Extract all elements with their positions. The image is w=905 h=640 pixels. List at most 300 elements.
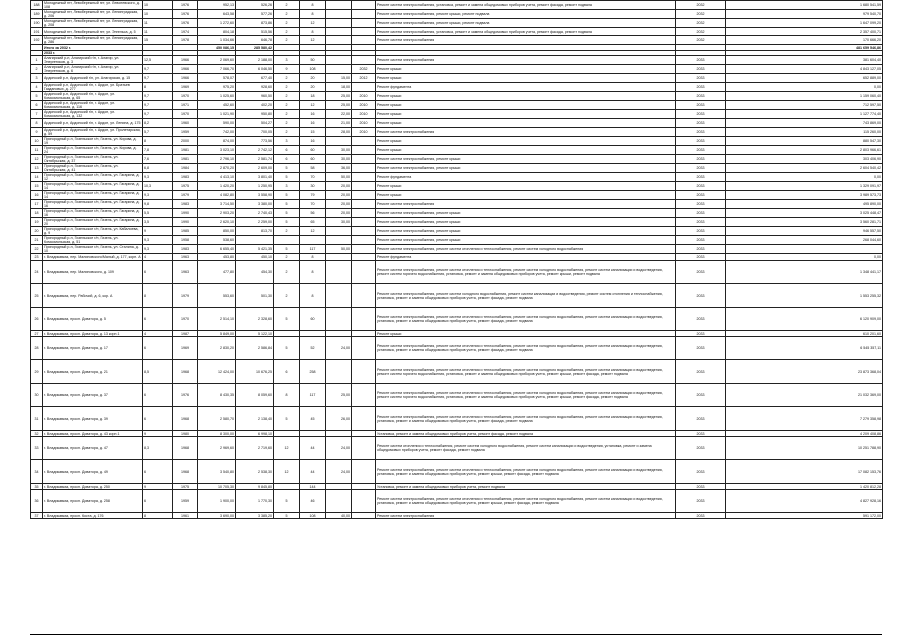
plan-year-cell: 2033 [676,460,726,484]
build-year-cell: 1963 [173,261,198,284]
repair-cost-cell: 10 251 788,90 [726,437,883,460]
apartments-cell: 8 [300,28,326,36]
living-area-cell: 928,60 [236,83,274,92]
apartments-cell: 16 [300,110,326,119]
repair-cost-cell: 743 869,00 [726,119,883,128]
table-row [31,308,883,331]
plan-year-cell: 2033 [676,513,726,519]
wear-percent-cell: 50,00 [326,173,352,182]
work-types-cell: Ремонт систем электроснабжения [376,128,676,137]
build-year-cell: 1966 [173,65,198,74]
repair-cost-cell: 1 159 060,40 [726,92,883,101]
wear-percent-cell [326,1,352,10]
work-types-cell: Ремонт систем электроснабжения, ремонт крыши [376,227,676,236]
total-area-cell: 450 086,15 [198,45,236,51]
last-repair-year-cell [352,146,376,155]
repair-cost-cell: 6 545 357,11 [726,337,883,360]
row-number-cell: 31 [31,407,43,431]
wear-percent-cell [326,308,352,331]
build-year-cell: 1970 [173,110,198,119]
plan-year-cell: 2033 [676,200,726,209]
wear-percent-cell: 25,00 [326,384,352,407]
wear-percent-cell [326,10,352,19]
row-number-cell: 13 [31,164,43,173]
table-row [31,28,883,36]
wear-percent-cell: 20,00 [326,200,352,209]
table-row [31,437,883,460]
entrances-cell: 2 [274,10,300,19]
last-repair-year-cell: 2010 [352,110,376,119]
living-area-cell: 960,50 [236,92,274,101]
apartments-cell: 15 [300,128,326,137]
entrances-cell: 5 [274,191,300,200]
table-row [31,261,883,284]
entrances-cell: 3 [274,137,300,146]
row-number-cell: 37 [31,513,43,519]
table-row [31,227,883,236]
total-area-cell: 2 796,10 [198,155,236,164]
apartments-cell: 20 [300,83,326,92]
entrances-cell: 5 [274,407,300,431]
plan-year-cell: 2032 [676,10,726,19]
apartments-cell: 60 [300,146,326,155]
wall-material-cell: 5,5 [143,209,173,218]
wall-material-cell: 9,3 [143,191,173,200]
address-cell: г. Владикавказ, пер. Малиновского, д. 109 [43,261,143,284]
last-repair-year-cell [352,36,376,45]
total-area-cell: 3 540,80 [198,460,236,484]
table-row [31,119,883,128]
entrances-cell: 6 [274,360,300,384]
build-year-cell: 1981 [173,155,198,164]
repair-cost-cell: 1 553 255,32 [726,284,883,308]
wear-percent-cell: 22,00 [326,110,352,119]
living-area-cell: 5 421,35 [236,245,274,254]
living-area-cell: 504,27 [236,119,274,128]
build-year-cell: 2000 [173,137,198,146]
total-area-cell: 1 021,90 [198,110,236,119]
build-year-cell: 1960 [173,119,198,128]
repair-cost-cell: 3 025 448,47 [726,209,883,218]
total-area-cell: 538,60 [198,236,236,245]
row-number-cell: 9 [31,128,43,137]
row-number-cell: 188 [31,1,43,10]
entrances-cell: 2 [274,254,300,261]
work-types-cell: Ремонт крыши [376,74,676,83]
wall-material-cell: 8,3 [143,437,173,460]
work-types-cell: Ремонт систем электроснабжения, ремонт крыши [376,236,676,245]
total-area-cell: 4 082,80 [198,191,236,200]
last-repair-year-cell [352,155,376,164]
apartments-cell: 108 [300,65,326,74]
total-area-cell: 3 023,10 [198,146,236,155]
entrances-cell: 2 [274,128,300,137]
row-number-cell: 11 [31,146,43,155]
wear-percent-cell: 24,00 [326,437,352,460]
total-area-cell: 2 969,60 [198,437,236,460]
total-area-cell: 952,13 [198,1,236,10]
row-number-cell: 191 [31,28,43,36]
row-number-cell: 35 [31,484,43,490]
wall-material-cell: 6 [143,460,173,484]
repair-cost-cell: 4 827 928,16 [726,490,883,513]
living-area-cell: 1 250,95 [236,182,274,191]
living-area-cell: 454,30 [236,261,274,284]
last-repair-year-cell [352,218,376,227]
table-row [31,284,883,308]
work-types-cell: Ремонт крыши [376,101,676,110]
address-cell: г. Владикавказ, просп. Доватора, д. 39 [43,407,143,431]
total-area-cell: 2 903,20 [198,209,236,218]
last-repair-year-cell [352,407,376,431]
apartments-cell: 30 [300,182,326,191]
last-repair-year-cell [352,209,376,218]
address-cell: Пригородный р-н, Гизельское г/п, Гизель, ул. Комсомольская, д. 51 [43,236,143,245]
address-cell: Пригородный р-н, Гизельское г/п, Гизель, ул. Кирова, д. 19 [43,137,143,146]
wall-material-cell: 8 [143,284,173,308]
build-year-cell: 1983 [173,173,198,182]
table-row [31,245,883,254]
wall-material-cell: 6 [143,337,173,360]
total-area-cell: 578,07 [198,74,236,83]
total-area-cell: 1 900,00 [198,490,236,513]
repair-cost-cell: 712 597,50 [726,101,883,110]
entrances-cell: 6 [274,155,300,164]
wear-percent-cell [326,65,352,74]
last-repair-year-cell [352,56,376,65]
plan-year-cell: 2033 [676,173,726,182]
address-cell: г. Владикавказ, просп. Доватора, д. 43 корп.1 [43,431,143,437]
apartments-cell: 58 [300,164,326,173]
apartments-cell: 18 [300,92,326,101]
plan-year-cell: 2033 [676,437,726,460]
plan-year-cell: 2033 [676,128,726,137]
wall-material-cell: 6 [143,407,173,431]
wall-material-cell: 10,3 [143,182,173,191]
table-row [31,490,883,513]
wear-percent-cell: 20,00 [326,209,352,218]
apartments-cell: 117 [300,245,326,254]
work-types-cell: Ремонт систем электроснабжения [376,513,676,519]
wear-percent-cell [326,36,352,45]
wear-percent-cell: 18,00 [326,83,352,92]
apartments-cell: 12 [300,19,326,28]
work-types-cell: Ремонт крыши [376,65,676,74]
table-row [31,65,883,74]
apartments-cell: 258 [300,360,326,384]
living-area-cell: 6 998,10 [236,431,274,437]
table-row [31,337,883,360]
entrances-cell: 3 [274,56,300,65]
row-number-cell: 24 [31,261,43,284]
row-number-cell: 2 [31,65,43,74]
work-types-cell: Ремонт фундамента [376,254,676,261]
plan-year-cell: 2032 [676,19,726,28]
living-area-cell: 2 740,43 [236,209,274,218]
wall-material-cell: 9,3 [143,236,173,245]
wall-material-cell: 8 [143,137,173,146]
entrances-cell: 5 [274,164,300,173]
address-cell: Молодежный пгт, Левобережный пгт, ул. Ленинградская, д. 206 [43,10,143,19]
apartments-cell: 8 [300,261,326,284]
entrances-cell: 12 [274,437,300,460]
repair-cost-cell: 495 890,00 [726,200,883,209]
table-row [31,218,883,227]
table-row [31,173,883,182]
build-year-cell: 1974 [173,28,198,36]
row-number-cell: 34 [31,460,43,484]
repair-cost-cell: 381 604,40 [726,56,883,65]
plan-year-cell: 2033 [676,164,726,173]
wall-material-cell: 11 [143,28,173,36]
total-area-cell: 5 849,00 [198,331,236,337]
work-types-cell: Ремонт систем электроснабжения [376,200,676,209]
row-number-cell: 1 [31,56,43,65]
work-types-cell: Ремонт систем электроснабжения, ремонт систем отопления и теплоснабжения, ремонт систем холодного водоснабжения [376,245,676,254]
work-types-cell: Ремонт систем электроснабжения, ремонт крыши [376,155,676,164]
wear-percent-cell [326,227,352,236]
apartments-cell: 8 [300,284,326,308]
table-row [31,254,883,261]
table-row [31,236,883,245]
row-number-cell: 18 [31,209,43,218]
plan-year-cell: 2033 [676,407,726,431]
address-cell: г. Владикавказ, пер. Рабочий, д. 6, кор. А [43,284,143,308]
total-area-cell: 553,60 [198,284,236,308]
total-area-cell: 2 514,10 [198,308,236,331]
wear-percent-cell: 40,00 [326,513,352,519]
plan-year-cell: 2033 [676,254,726,261]
table-row [31,128,883,137]
table-row [31,384,883,407]
living-area-cell: 950,80 [236,110,274,119]
repair-cost-cell: 1 680 541,59 [726,1,883,10]
total-area-cell: 2 580,70 [198,407,236,431]
living-area-cell: 2 538,30 [236,460,274,484]
build-year-cell: 1966 [173,74,198,83]
plan-year-cell: 2033 [676,65,726,74]
last-repair-year-cell [352,191,376,200]
work-types-cell: Ремонт систем электроснабжения [376,56,676,65]
plan-year-cell: 2033 [676,484,726,490]
plan-year-cell: 2033 [676,56,726,65]
build-year-cell: 1976 [173,1,198,10]
wall-material-cell: 8,2 [143,119,173,128]
living-area-cell: 9 845,80 [236,484,274,490]
last-repair-year-cell: 2010 [352,128,376,137]
address-cell: Пригородный р-н, Гизельское г/п, Гизель, ул. Октябрьская, д. 41 [43,164,143,173]
wear-percent-cell [326,236,352,245]
total-area-cell: 643,58 [198,10,236,19]
build-year-cell: 1969 [173,83,198,92]
wall-material-cell: 6 [143,308,173,331]
work-types-cell: Ремонт крыши [376,146,676,155]
build-year-cell: 1959 [173,128,198,137]
address-cell: Ардонский р-н, Ардонский г/п, г. Ардон, ул. Комсомольская, д. 116 [43,101,143,110]
build-year-cell: 1968 [173,360,198,384]
address-cell: г. Владикавказ, пер. Малиновского/Малый, д. 177, корп. А [44,255,141,259]
last-repair-year-cell: 2010 [352,119,376,128]
living-area-cell: 813,70 [236,227,274,236]
last-repair-year-cell [352,284,376,308]
table-row [31,360,883,384]
work-types-cell: Ремонт систем электроснабжения, ремонт крыши [376,164,676,173]
wear-percent-cell: 20,00 [326,191,352,200]
entrances-cell: 8 [274,384,300,407]
repair-cost-cell: 481 659 546,86 [726,45,883,51]
plan-year-cell: 2033 [676,101,726,110]
wall-material-cell: 9,3 [143,173,173,182]
apartments-cell: 20 [300,74,326,83]
wall-material-cell: 9 [143,431,173,437]
apartments-cell: 50 [300,56,326,65]
build-year-cell: 1975 [173,484,198,490]
last-repair-year-cell [352,28,376,36]
build-year-cell: 1968 [173,407,198,431]
row-number-cell: 22 [31,245,43,254]
total-area-cell: 4 413,10 [198,173,236,182]
last-repair-year-cell [352,1,376,10]
living-area-cell [236,236,274,245]
wear-percent-cell [326,137,352,146]
plan-year-cell: 2033 [676,227,726,236]
living-area-cell: 2 719,60 [236,437,274,460]
wear-percent-cell: 15,00 [326,74,352,83]
apartments-cell: 45 [300,407,326,431]
wear-percent-cell: 24,00 [326,337,352,360]
build-year-cell: 1968 [173,460,198,484]
work-types-cell: Ремонт систем электроснабжения, ремонт систем отопления и теплоснабжения, ремонт систем холодного водоснабжения, ремонт систем канализации и водоотведения, ремонт систем горячего водоснабжения, установка, ремонт и замена общедомовых приборов учета, ремонт крыши, ремонт подвала [376,261,676,284]
work-types-cell: Установка, ремонт и замена общедомовых приборов учета, ремонт фасада, ремонт подвала [376,431,676,437]
repair-cost-cell: 4 843 127,05 [726,65,883,74]
repair-cost-cell: 946 557,50 [726,227,883,236]
work-types-cell: Ремонт систем отопления и теплоснабжения, ремонт систем холодного водоснабжения, ремонт систем канализации и водоотведения, установка, ремонт и замена общедомовых приборов учета, ремонт фасада, ремонт подвала [376,437,676,460]
build-year-cell: 1978 [173,36,198,45]
living-area-cell: 402,20 [236,101,274,110]
build-year-cell: 1980 [173,431,198,437]
last-repair-year-cell [352,173,376,182]
last-repair-year-cell [352,19,376,28]
entrances-cell: 12 [274,460,300,484]
wear-percent-cell: 28,00 [326,128,352,137]
work-types-cell: Ремонт систем электроснабжения, ремонт систем отопления и теплоснабжения, ремонт систем холодного водоснабжения, ремонт систем канализации и водоотведения, установка, ремонт и замена общедомовых приборов учета, ремонт фасада, ремонт подвала [376,407,676,431]
wear-percent-cell [326,56,352,65]
living-area-cell: 285 580,42 [236,45,274,51]
work-types-cell: Ремонт систем электроснабжения, установка, ремонт и замена общедомовых приборов учета, ремонт фасада, ремонт подвала [376,1,676,10]
table-row [31,146,883,155]
wear-percent-cell [326,360,352,384]
total-area-cell: 1 025,60 [198,92,236,101]
wall-material-cell: 7,8 [143,146,173,155]
entrances-cell: 6 [274,146,300,155]
total-area-cell: 8 300,00 [198,431,236,437]
repair-cost-cell: 268 044,60 [726,236,883,245]
table-row [31,513,883,519]
entrances-cell: 2 [274,19,300,28]
entrances-cell: 2 [274,83,300,92]
work-types-cell: Ремонт крыши [376,92,676,101]
wall-material-cell: 3,5 [143,218,173,227]
wear-percent-cell: 24,00 [326,460,352,484]
living-area-cell: 2 586,84 [236,337,274,360]
address-cell: г. Владикавказ, просп. Доватора, д. 13 корп.1 [43,331,143,337]
apartments-cell: 16 [300,119,326,128]
total-area-cell: 2 620,10 [198,218,236,227]
last-repair-year-cell [352,384,376,407]
build-year-cell: 1958 [173,236,198,245]
wall-material-cell: 9 [143,484,173,490]
total-area-cell: 3 690,00 [198,513,236,519]
build-year-cell: 1975 [173,182,198,191]
last-repair-year-cell [352,236,376,245]
row-number-cell: 27 [31,331,43,337]
living-area-cell: 2 328,60 [236,308,274,331]
wear-percent-cell: 50,00 [326,245,352,254]
build-year-cell: 1961 [173,513,198,519]
apartments-cell: 70 [300,200,326,209]
table-row [31,407,883,431]
total-area-cell: 742,00 [198,128,236,137]
repair-cost-cell: 1 348 441,17 [726,261,883,284]
total-area-cell: 452,60 [198,101,236,110]
plan-year-cell: 2033 [676,137,726,146]
plan-year-cell: 2032 [676,36,726,45]
living-area-cell: 8 059,60 [236,384,274,407]
wear-percent-cell: 30,00 [326,155,352,164]
living-area-cell: 1 770,30 [236,490,274,513]
apartments-cell: 12 [300,227,326,236]
build-year-cell: 1959 [173,490,198,513]
row-number-cell: 10 [31,137,43,146]
repair-cost-cell: 1 647 099,20 [726,19,883,28]
build-year-cell: 1963 [173,254,198,261]
row-number-cell: 192 [31,36,43,45]
last-repair-year-cell: 2032 [352,65,376,74]
row-number-cell: 14 [31,173,43,182]
entrances-cell: 5 [274,513,300,519]
plan-year-cell: 2033 [676,431,726,437]
apartments-cell: 60 [300,155,326,164]
repair-cost-cell: 1 329 091,97 [726,182,883,191]
plan-year-cell: 2033 [676,209,726,218]
wear-percent-cell [326,261,352,284]
build-year-cell: 1981 [173,146,198,155]
address-cell: Пригородный р-н, Гизельское г/п, Гизель, ул. Кабалоева, д. 9 [43,227,143,236]
last-repair-year-cell [352,337,376,360]
living-area-cell: 450,10 [236,254,274,261]
wall-material-cell: 7,6 [143,155,173,164]
address-cell: Ардонский р-н, Ардонский г/п, ул. Алагирская, д. 15 [43,74,143,83]
wall-material-cell: 10 [143,10,173,19]
last-repair-year-cell [352,200,376,209]
work-types-cell: Ремонт крыши [376,182,676,191]
address-cell: г. Владикавказ, просп. Доватора, д. 47 [43,437,143,460]
total-area-cell: 2 830,20 [198,337,236,360]
living-area-cell: 515,56 [236,28,274,36]
living-area-cell: 6 046,50 [236,65,274,74]
row-number-cell: 4 [31,83,43,92]
repair-cost-cell: 4 209 408,86 [726,431,883,437]
wall-material-cell: 8 [143,513,173,519]
total-area-cell: 7 066,70 [198,65,236,74]
wear-percent-cell: 26,00 [326,407,352,431]
wall-material-cell: 6 [143,384,173,407]
repair-cost-cell: 3 989 573,73 [726,191,883,200]
wear-percent-cell [326,28,352,36]
work-types-cell: Установка, ремонт и замена общедомовых приборов учета, ремонт подвала [376,484,676,490]
wear-percent-cell: 21,00 [326,119,352,128]
address-cell: Ардонский р-н, Ардонский г/п, г. Ардон, ул. Пролетарская, д. 59 [44,128,141,136]
